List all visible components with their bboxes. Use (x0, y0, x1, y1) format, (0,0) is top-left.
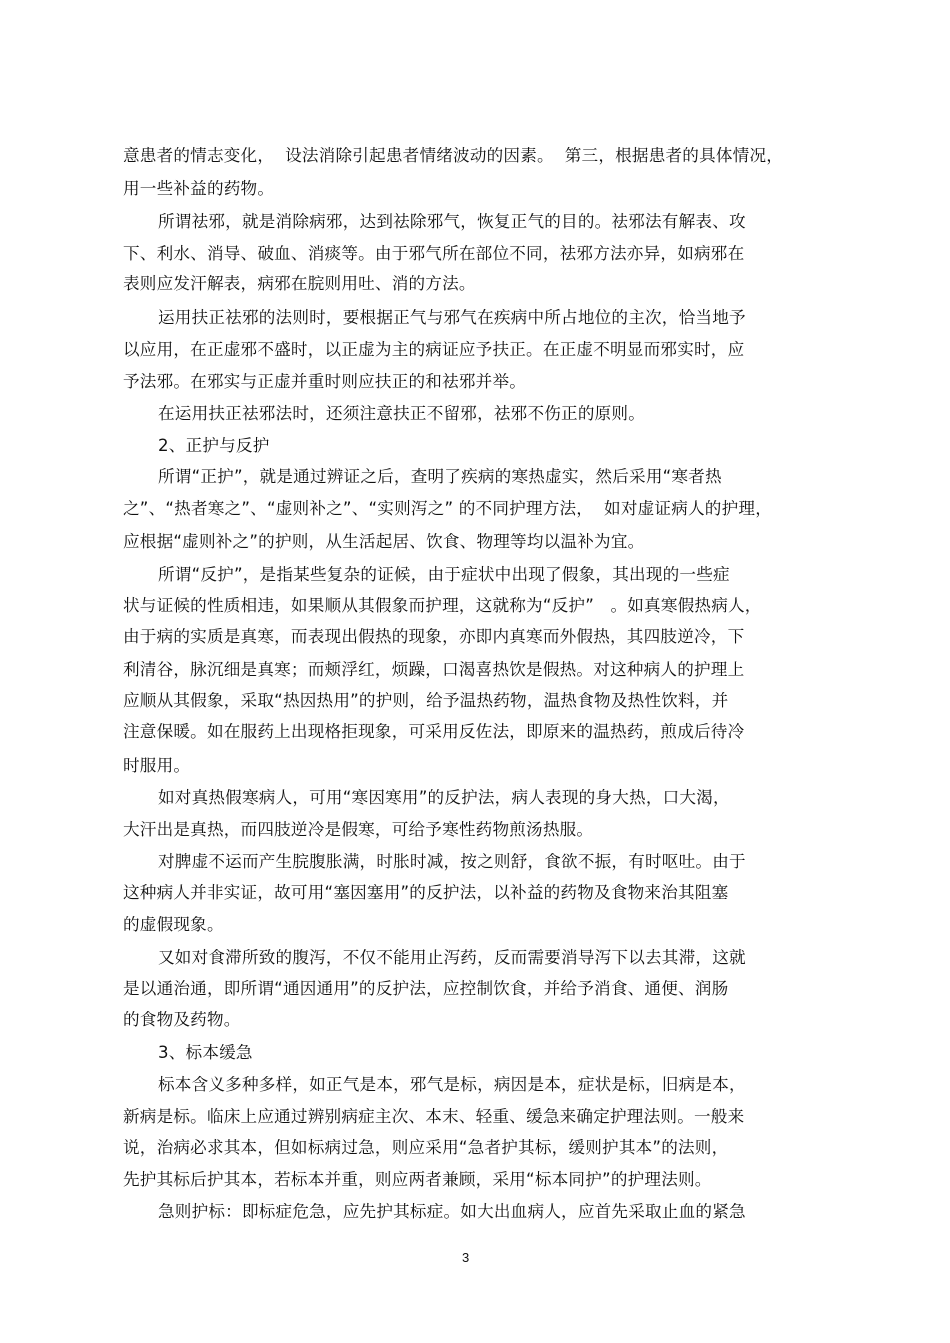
text-line: 先护其标后护其本，若标本并重，则应两者兼顾，采用“标本同护”的护理法则。 (123, 1170, 712, 1189)
text-line: 所谓“正护”，就是通过辨证之后，查明了疾病的寒热虚实，然后采用“寒者热 (158, 467, 722, 486)
text-line: 运用扶正祛邪的法则时，要根据正气与邪气在疾病中所占地位的主次，恰当地予 (158, 308, 746, 327)
text-line: 又如对食滞所致的腹泻，不仅不能用止泻药，反而需要消导泻下以去其滞，这就 (158, 948, 746, 967)
text-line: 注意保暖。如在服药上出现格拒现象，可采用反佐法，即原来的温热药，煎成后待冷 (123, 722, 745, 741)
text-line: 予法邪。在邪实与正虚并重时则应扶正的和祛邪并举。 (123, 372, 527, 391)
section-heading: 2、正护与反护 (158, 436, 270, 455)
text-line: 应根据“虚则补之”的护则，从生活起居、饮食、物理等均以温补为宜。 (123, 532, 645, 551)
text-line: 之”、“热者寒之”、“虚则补之”、“实则泻之” 的不同护理方法， 如对虚证病人的护理， (123, 499, 772, 518)
text-line: 在运用扶正祛邪法时，还须注意扶正不留邪，祛邪不伤正的原则。 (158, 404, 646, 423)
section-heading: 3、标本缓急 (158, 1043, 253, 1062)
text-line: 由于病的实质是真寒，而表现出假热的现象，亦即内真寒而外假热，其四肢逆冷，下 (123, 627, 745, 646)
text-line: 对脾虚不运而产生脘腹胀满，时胀时减，按之则舒，食欲不振，有时呕吐。由于 (158, 852, 746, 871)
text-line: 下、利水、消导、破血、消痰等。由于邪气所在部位不同，祛邪方法亦异，如病邪在 (123, 244, 745, 263)
text-line: 应顺从其假象，采取“热因热用”的护则，给予温热药物，温热食物及热性饮料，并 (123, 691, 729, 710)
text-line: 表则应发汗解表，病邪在脘则用吐、消的方法。 (123, 274, 476, 293)
text-line: 标本含义多种多样，如正气是本，邪气是标，病因是本，症状是标，旧病是本， (158, 1075, 746, 1094)
text-line: 用一些补益的药物。 (123, 179, 275, 198)
text-line: 的虚假现象。 (123, 915, 224, 934)
text-line: 意患者的情志变化， 设法消除引起患者情绪波动的因素。 第三，根据患者的具体情况， (123, 146, 784, 165)
text-line: 说，治病必求其本，但如标病过急，则应采用“急者护其标，缓则护其本”的法则， (123, 1138, 729, 1157)
text-line: 所谓“反护”，是指某些复杂的证候，由于症状中出现了假象，其出现的一些症 (158, 565, 730, 584)
text-line: 如对真热假寒病人，可用“寒因寒用”的反护法，病人表现的身大热，口大渴， (158, 788, 730, 807)
text-line: 大汗出是真热，而四肢逆冷是假寒，可给予寒性药物煎汤热服。 (123, 820, 594, 839)
page-number: 3 (462, 1250, 470, 1265)
text-line: 新病是标。临床上应通过辨别病症主次、本末、轻重、缓急来确定护理法则。一般来 (123, 1107, 745, 1126)
text-line: 急则护标：即标症危急，应先护其标症。如大出血病人，应首先采取止血的紧急 (158, 1202, 746, 1221)
text-line: 是以通治通，即所谓“通因通用”的反护法，应控制饮食，并给予消食、通便、润肠 (123, 979, 729, 998)
text-line: 时服用。 (123, 756, 191, 775)
text-line: 所谓祛邪，就是消除病邪，达到祛除邪气，恢复正气的目的。祛邪法有解表、攻 (158, 212, 746, 231)
text-line: 的食物及药物。 (123, 1010, 241, 1029)
text-line: 这种病人并非实证，故可用“塞因塞用”的反护法，以补益的药物及食物来治其阻塞 (123, 883, 729, 902)
text-line: 状与证候的性质相违，如果顺从其假象而护理，这就称为“反护” 。如真寒假热病人， (123, 596, 762, 615)
text-line: 以应用，在正虚邪不盛时，以正虚为主的病证应予扶正。在正虚不明显而邪实时，应 (123, 340, 745, 359)
text-line: 利清谷，脉沉细是真寒；而颊浮红，烦躁，口渴喜热饮是假热。对这种病人的护理上 (123, 660, 745, 679)
